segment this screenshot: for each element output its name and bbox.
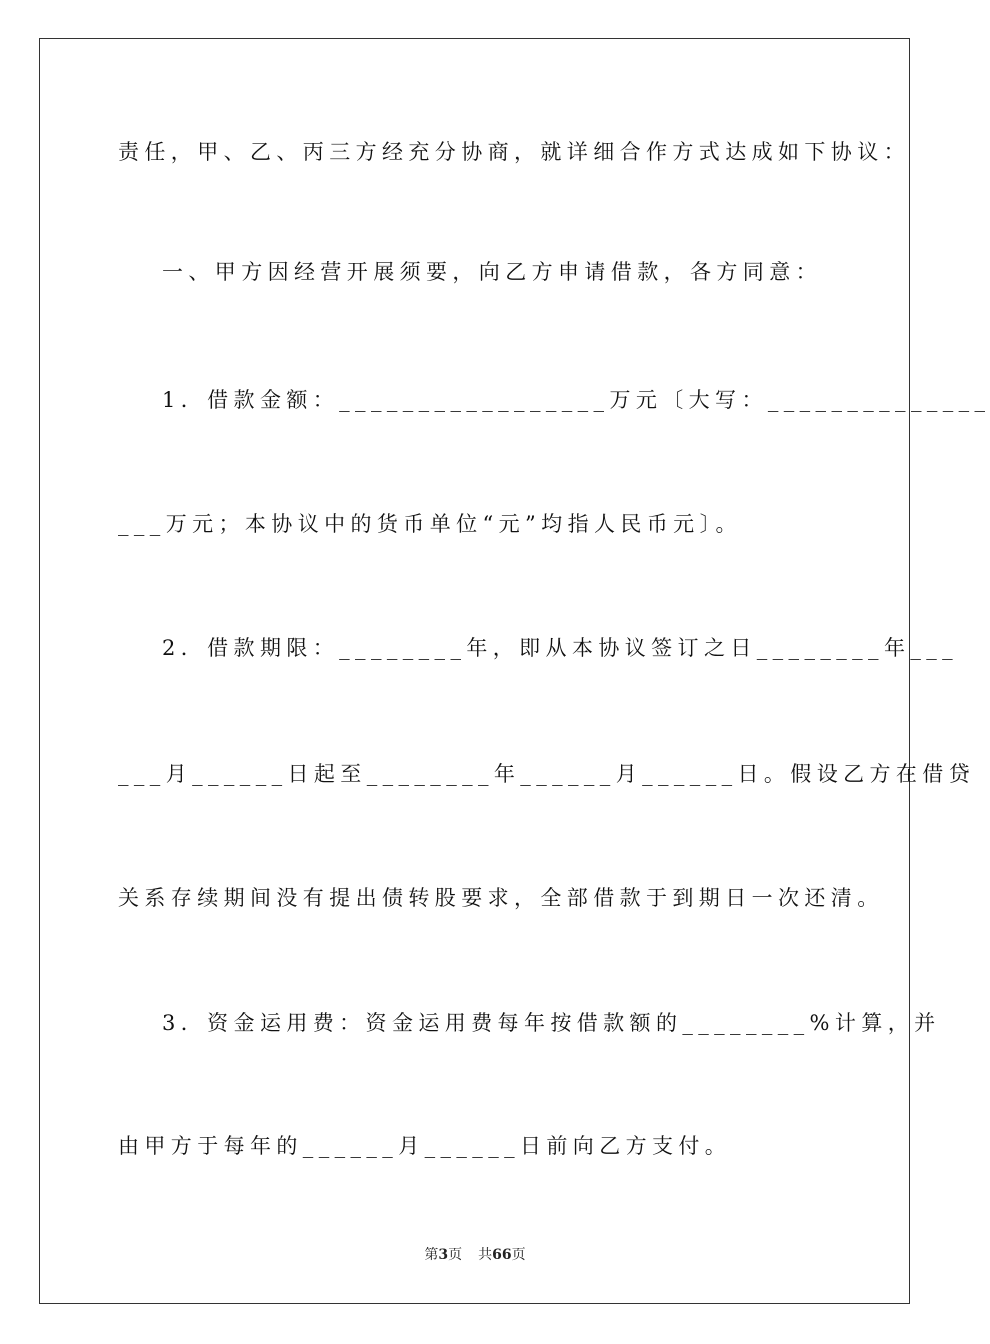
clause-loan-term-continued: ___月______日起至________年______月______日。假设乙方在借贷	[118, 762, 976, 786]
page-number: 3	[438, 1247, 449, 1263]
clause-capital-fee-continued: 由甲方于每年的______月______日前向乙方支付。	[118, 1134, 732, 1158]
page-border	[39, 38, 990, 1304]
total-pages: 66	[492, 1247, 512, 1263]
clause-loan-amount: 1．借款金额：_________________万元〔大写：______________	[162, 388, 990, 412]
total-prefix: 共	[478, 1247, 493, 1263]
page-footer	[0, 1245, 950, 1265]
clause-capital-fee: 3．资金运用费：资金运用费每年按借款额的________%计算，并	[162, 1011, 941, 1035]
clause-loan-term: 2．借款期限：________年，即从本协议签订之日________年___	[162, 636, 959, 660]
clause-loan-amount-continued: ___万元；本协议中的货币单位“元”均指人民币元〕。	[118, 512, 742, 536]
section-heading-1: 一、甲方因经营开展须要，向乙方申请借款，各方同意：	[162, 260, 822, 284]
clause-loan-term-repayment: 关系存续期间没有提出债转股要求，全部借款于到期日一次还清。	[118, 886, 884, 910]
paragraph-line-1: 责任，甲、乙、丙三方经充分协商，就详细合作方式达成如下协议：	[118, 140, 910, 164]
page-prefix: 第	[424, 1247, 439, 1263]
total-suffix: 页	[511, 1247, 526, 1263]
page-suffix: 页	[448, 1247, 463, 1263]
